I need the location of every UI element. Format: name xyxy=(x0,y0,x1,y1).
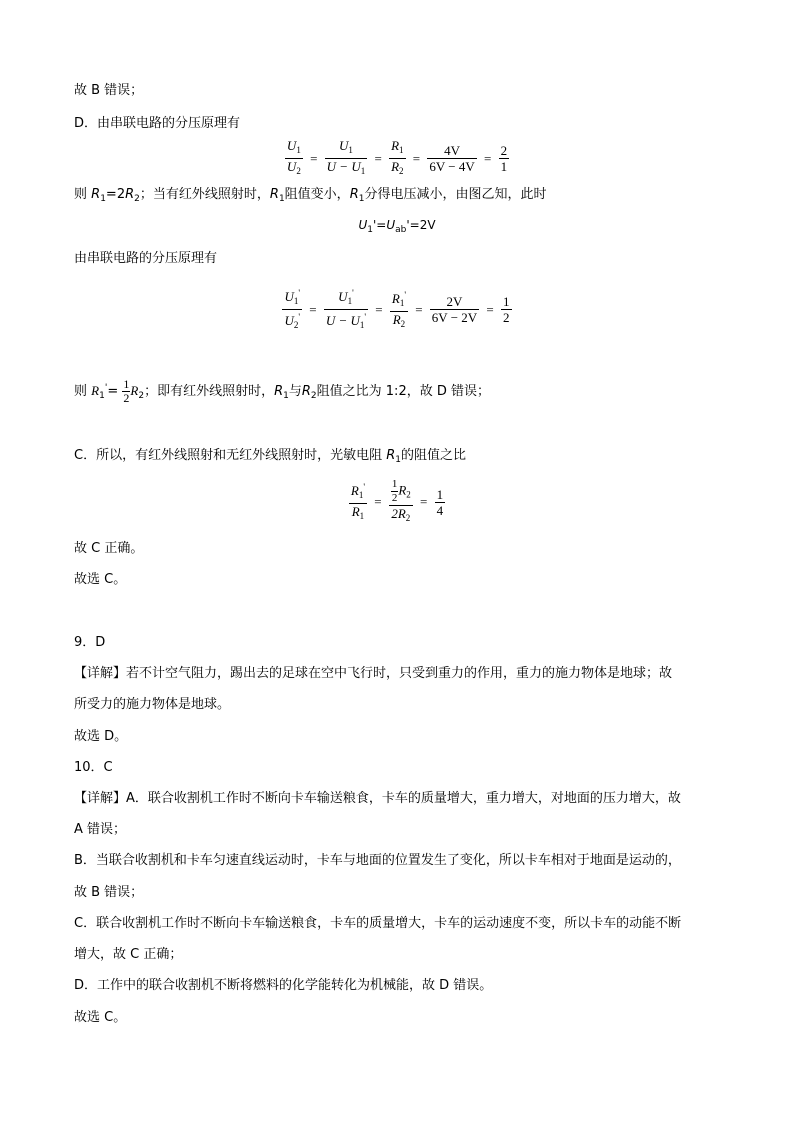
fraction: $\frac{R_1'}{R_2}$ xyxy=(391,289,406,329)
text-line: 故 B 错误； xyxy=(74,83,144,98)
fraction: $\frac{U_1}{U - U_1}$ xyxy=(326,138,366,176)
text-line: A 错误； xyxy=(74,822,127,837)
fraction: $\frac{R_1'}{R_1}$ xyxy=(350,482,365,521)
fraction: $\frac{U_1}{U_2}$ xyxy=(286,138,301,176)
fraction: $\frac{1}{4}$ xyxy=(436,486,444,518)
text-line: B．当联合收割机和卡车匀速直线运动时，卡车与地面的位置发生了变化，所以卡车相对于地面是运动的， xyxy=(74,853,681,868)
text-line: 则 $R_1=2R_2$；当有红外线照射时，$R_1$阻值变小，$R_1$分得电压减小，由图乙知，此时 xyxy=(74,187,547,204)
text-line: 故选 D。 xyxy=(74,729,128,744)
fraction: $\frac{4V}{6V - 4V}$ xyxy=(429,143,475,174)
question-number: 10．C xyxy=(74,760,113,775)
text-line: D．由串联电路的分压原理有 xyxy=(74,116,241,131)
fraction: $\frac{2}{1}$ xyxy=(500,143,508,174)
equation-resistance-ratio: $\frac{R_1'}{R_1}$ = $\frac{1}{2}$ $R_2$ $2R_2$ = $\frac{1}{4}$ xyxy=(0,478,794,526)
fraction: $\frac{1}{2}$ xyxy=(503,294,510,325)
fraction-half: $\frac{1}{2}$ xyxy=(123,377,130,405)
fraction: $\frac{2V}{6V - 2V}$ xyxy=(431,294,478,325)
fraction: $\frac{1}{2}$ $R_2$ $2R_2$ xyxy=(389,478,413,526)
text-line: 所受力的施力物体是地球。 xyxy=(74,697,231,712)
equation-voltage-value: $U_1'=U_{ab}'=2V$ xyxy=(358,218,436,235)
question-number: 9．D xyxy=(74,635,106,650)
text-line: C．联合收割机工作时不断向卡车输送粮食，卡车的质量增大，卡车的运动速度不变，所以卡车的动能不断 xyxy=(74,916,682,931)
equation-voltage-ratio-2: $\frac{U_1'}{U_2'}$ = $\frac{U_1'}{U - U_1'}$ = $\frac{R_1'}{R_2}$ = $\frac{2V}{6V - 2V}$ = $\frac{1}{2}$ xyxy=(0,286,794,333)
text-line: 由串联电路的分压原理有 xyxy=(74,251,218,266)
text-line: 故选 C。 xyxy=(74,572,127,587)
fraction: $\frac{R_1}{R_2}$ xyxy=(391,138,404,176)
text-line: 【详解】A．联合收割机工作时不断向卡车输送粮食，卡车的质量增大，重力增大，对地面的压力增大，故 xyxy=(74,791,681,806)
text-line: D．工作中的联合收割机不断将燃料的化学能转化为机械能，故 D 错误。 xyxy=(74,978,493,993)
equation-voltage-ratio-1: $\frac{U_1}{U_2}$ = $\frac{U_1}{U - U_1}$ = $\frac{R_1}{R_2}$ = $\frac{4V}{6V - 4V}$ = $\frac{2}{1}$ xyxy=(0,138,794,179)
text-line: 增大，故 C 正确； xyxy=(74,947,183,962)
text-line: C．所以，有红外线照射和无红外线照射时，光敏电阻 $R_1$的阻值之比 xyxy=(74,448,467,465)
text-line: 故 B 错误； xyxy=(74,885,144,900)
text-line: 则 $R_1'=$ $\frac{1}{2}$ $R_2$；即有红外线照射时，$R_1$与$R_2$阻值之比为 1:2，故 D 错误； xyxy=(74,377,490,405)
text-line: 故选 C。 xyxy=(74,1010,127,1025)
text-line: 故 C 正确。 xyxy=(74,541,144,556)
fraction: $\frac{U_1'}{U - U_1'}$ xyxy=(325,288,367,330)
text-line: 【详解】若不计空气阻力，踢出去的足球在空中飞行时，只受到重力的作用，重力的施力物体是地球；故 xyxy=(74,666,673,681)
fraction: $\frac{U_1'}{U_2'}$ xyxy=(284,288,300,330)
